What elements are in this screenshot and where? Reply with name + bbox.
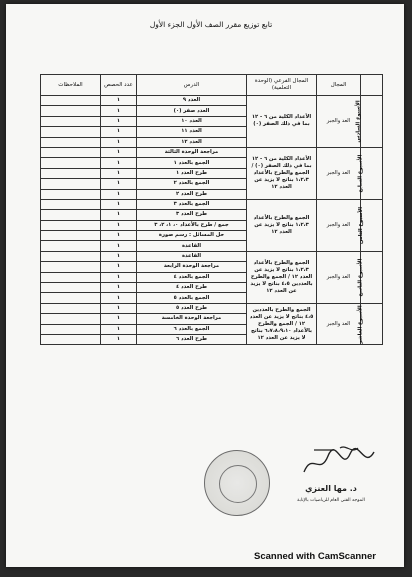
class-count-cell: ١ (101, 137, 137, 147)
lesson-cell: حل المسائل : رسم صورة (137, 231, 247, 241)
notes-cell (41, 241, 101, 251)
lesson-cell: الجمع بالعدد ١ (137, 158, 247, 168)
lesson-cell: مراجعة الوحدة الثالثة (137, 147, 247, 157)
notes-cell (41, 189, 101, 199)
class-count-cell: ١ (101, 199, 137, 209)
class-count-cell: ١ (101, 127, 137, 137)
domain-cell: العد والجبر (317, 303, 361, 345)
class-count-cell: ١ (101, 106, 137, 116)
notes-cell (41, 179, 101, 189)
official-stamp-seal (204, 450, 270, 516)
class-count-cell: ١ (101, 293, 137, 303)
domain-cell: العد والجبر (317, 199, 361, 251)
class-count-cell: ١ (101, 283, 137, 293)
lesson-cell: القاعدة (137, 241, 247, 251)
class-count-cell: ١ (101, 231, 137, 241)
lesson-cell: طرح العدد ٦ (137, 334, 247, 344)
signatory-role: الموجه الفني العام للرياضيات بالإنابة (297, 498, 365, 503)
domain-cell: العد والجبر (317, 96, 361, 148)
lesson-cell: طرح العدد ٣ (137, 210, 247, 220)
subdomain-cell: الأعداد الكلية من ٦ - ١٢ بما في ذلك الصفر (٠) (247, 96, 317, 148)
domain-cell: العد والجبر (317, 251, 361, 303)
notes-cell (41, 137, 101, 147)
class-count-cell: ١ (101, 168, 137, 178)
header-notes: الملاحظات (41, 75, 101, 96)
table-row (41, 147, 383, 157)
document-page (6, 4, 404, 567)
subdomain-cell: الجمع والطرح بالأعداد ١،٢،٣ بناتج لا يزيد عن العدد ١٢ (247, 199, 317, 251)
signatory-name: د. مها العنزي (305, 484, 357, 493)
lesson-cell: طرح العدد ٢ (137, 189, 247, 199)
table-row (41, 251, 383, 261)
notes-cell (41, 231, 101, 241)
notes-cell (41, 293, 101, 303)
lesson-cell: العدد ١٢ (137, 137, 247, 147)
notes-cell (41, 158, 101, 168)
week-label-cell (357, 303, 383, 345)
lesson-cell: العدد ٩ (137, 96, 247, 106)
notes-cell (41, 251, 101, 261)
week-label: الأسبوع الثامن (357, 206, 364, 244)
lesson-cell: الجمع بالعدد ٢ (137, 179, 247, 189)
notes-cell (41, 262, 101, 272)
notes-cell (41, 283, 101, 293)
subdomain-cell: الأعداد الكلية من ٦ - ١٢ بما في ذلك الصفر (٠) / الجمع والطرح بالأعداد ١،٢،٣ بناتج لا يزيد عن العدد ١٢ (247, 147, 317, 199)
notes-cell (41, 334, 101, 344)
header-domain: المجال (317, 75, 361, 96)
class-count-cell: ١ (101, 116, 137, 126)
notes-cell (41, 324, 101, 334)
domain-cell: العد والجبر (317, 147, 361, 199)
week-label: الأسبوع السابع (357, 154, 364, 193)
table-row (41, 199, 383, 209)
header-subdomain: المجال الفرعي (الوحدة التعلمية) (247, 75, 317, 96)
schedule-body (41, 96, 383, 345)
notes-cell (41, 199, 101, 209)
notes-cell (41, 220, 101, 230)
lesson-cell: الجمع بالعدد ٤ (137, 272, 247, 282)
week-label: الأسبوع السادس (355, 100, 362, 143)
notes-cell (41, 210, 101, 220)
week-label: الأسبوع التاسع (357, 258, 364, 297)
week-label-cell (357, 147, 383, 199)
class-count-cell: ١ (101, 314, 137, 324)
week-label-cell (355, 96, 383, 148)
document-title (66, 20, 356, 30)
table-row (41, 96, 383, 106)
table-row (41, 303, 383, 313)
class-count-cell: ١ (101, 272, 137, 282)
header-week (361, 75, 383, 96)
class-count-cell: ١ (101, 210, 137, 220)
lesson-cell: القاعدة (137, 251, 247, 261)
class-count-cell: ١ (101, 251, 137, 261)
notes-cell (41, 106, 101, 116)
notes-cell (41, 314, 101, 324)
class-count-cell: ١ (101, 96, 137, 106)
lesson-cell: طرح العدد ٤ (137, 283, 247, 293)
lesson-cell: طرح العدد ٥ (137, 303, 247, 313)
week-label-cell (357, 199, 383, 251)
header-num-classes: عدد الحصص (101, 75, 137, 96)
class-count-cell: ١ (101, 303, 137, 313)
notes-cell (41, 96, 101, 106)
subdomain-cell: الجمع والطرح بالأعداد ١،٢،٣ بناتج لا يزيد عن العدد ١٢ / الجمع والطرح بالعددين ٤،٥ بناتج لا يزيد عن العدد ١٢ (247, 251, 317, 303)
class-count-cell: ١ (101, 262, 137, 272)
notes-cell (41, 116, 101, 126)
title-line: تابع توزيع مقرر الصف الأول الجزء الأول (149, 20, 273, 29)
class-count-cell: ١ (101, 179, 137, 189)
lesson-cell: الجمع بالعدد ٥ (137, 293, 247, 303)
camscanner-watermark: Scanned with CamScanner (254, 551, 376, 562)
handwritten-signature (294, 442, 384, 482)
week-label: الأسبوع العاشر (357, 304, 364, 344)
table-header-row (41, 75, 383, 96)
class-count-cell: ١ (101, 324, 137, 334)
week-label-cell (357, 251, 383, 303)
notes-cell (41, 127, 101, 137)
lesson-cell: العدد صفر (٠) (137, 106, 247, 116)
lesson-cell: مراجعة الوحدة الرابعة (137, 262, 247, 272)
lesson-cell: العدد ١٠ (137, 116, 247, 126)
lesson-cell: الجمع بالعدد ٦ (137, 324, 247, 334)
schedule-table (40, 74, 383, 345)
notes-cell (41, 272, 101, 282)
class-count-cell: ١ (101, 158, 137, 168)
notes-cell (41, 147, 101, 157)
lesson-cell: العدد ١١ (137, 127, 247, 137)
notes-cell (41, 303, 101, 313)
lesson-cell: مراجعة الوحدة الخامسة (137, 314, 247, 324)
class-count-cell: ١ (101, 241, 137, 251)
lesson-cell: طرح العدد ١ (137, 168, 247, 178)
class-count-cell: ١ (101, 147, 137, 157)
class-count-cell: ١ (101, 220, 137, 230)
class-count-cell: ١ (101, 189, 137, 199)
lesson-cell: الجمع بالعدد ٣ (137, 199, 247, 209)
header-lesson: الدرس (137, 75, 247, 96)
lesson-cell: جمع / طرح بالأعداد ٠، ١، ٢، ٣ (137, 220, 247, 230)
stamp-emblem (219, 465, 257, 503)
class-count-cell: ١ (101, 334, 137, 344)
notes-cell (41, 168, 101, 178)
subdomain-cell: الجمع والطرح بالعددين ٤،٥ بناتج لا يزيد عن العدد ١٢ / الجمع والطرح بالأعداد ٦،٧،٨،٩،١٠ بناتج لا يزيد عن العدد ١٢ (247, 303, 317, 345)
